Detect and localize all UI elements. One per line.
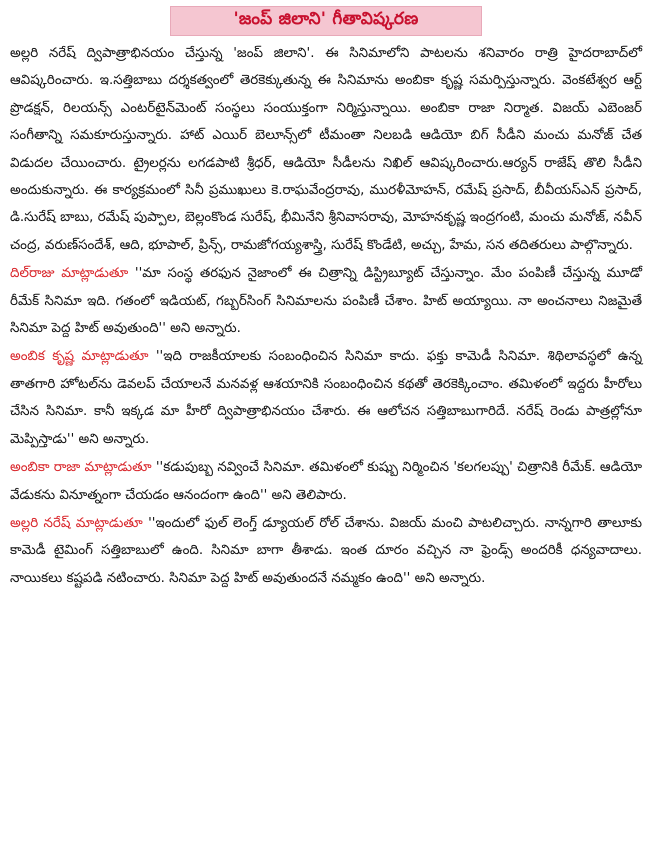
article-page: [0, 6, 650, 867]
paragraph-ambika-krishna: [10, 343, 642, 453]
paragraph-allari-naresh: [10, 510, 642, 592]
speaker-label: దిల్‌రాజు మాట్లాడుతూ: [10, 266, 129, 282]
speaker-label: అంబికా రాజా మాట్లాడుతూ: [10, 460, 152, 476]
speaker-label: అల్లరి నరేష్ మాట్లాడుతూ: [10, 515, 143, 531]
paragraph-text: ''ఇందులో ఫుల్ లెంగ్త్ డ్యూయల్ రోల్ చేశాను. విజయ్ మంచి పాటలిచ్చారు. నాన్నగారి తాలూకు కామెడీ టైమింగ్ సత్తిబాబులో ఉంది. సినిమా బాగా తీశాడు. ఇంత దూరం వచ్చిన నా ఫ్రెండ్స్ అందరికీ ధన్యవాదాలు. నాయికలు కష్టపడి నటించారు. సినిమా పెద్ద హిట్ అవుతుందనే నమ్మకం ఉంది'' అని అన్నారు.: [10, 515, 642, 586]
paragraph-text: ''ఇది రాజకీయాలకు సంబంధించిన సినిమా కాదు. ఫక్తు కామెడీ సినిమా. శిథిలావస్థలో ఉన్న తాతగారి హోటల్‌ను డెవలప్ చేయాలనే మనవళ్ల ఆశయానికి సంబంధించిన కథతో తెరకెక్కించాం. తమిళంలో ఇద్దరు హీరోలు చేసిన సినిమా. కానీ ఇక్కడ మా హీరో ద్విపాత్రాభినయం చేశారు. ఈ ఆలోచన సత్తిబాబుగారిదే. నరేష్ రెండు పాత్రల్లోనూ మెప్పిస్తాడు'' అని అన్నారు.: [10, 349, 642, 447]
paragraph-intro: [10, 40, 642, 259]
speaker-label: అంబిక కృష్ణ మాట్లాడుతూ: [10, 349, 149, 365]
article-title-text: 'జంప్ జిలాని' గీతావిష్కరణ: [233, 9, 419, 29]
paragraph-text: ''మా సంస్థ తరఫున నైజాంలో ఈ చిత్రాన్ని డిస్ట్రిబ్యూట్ చేస్తున్నాం. మేం పంపిణీ చేస్తున్న మూడో రీమేక్ సినిమా ఇది. గతంలో ఇడియట్, గబ్బర్‌సింగ్ సినిమాలను పంపిణీ చేశాం. హిట్ అయ్యాయి. నా అంచనాలు నిజమైతే సినిమా పెద్ద హిట్ అవుతుంది'' అని అన్నారు.: [10, 266, 642, 337]
paragraph-text: అల్లరి నరేష్ ద్విపాత్రాభినయం చేస్తున్న 'జంప్ జిలాని'. ఈ సినిమాలోని పాటలను శనివారం రాత్రి హైదరాబాద్‌లో ఆవిష్కరించారు. ఇ.సత్తిబాబు దర్శకత్వంలో తెరకెక్కుతున్న ఈ సినిమాను అంబికా కృష్ణ సమర్పిస్తున్నారు. వెంకటేశ్వర ఆర్ట్ ప్రొడక్షన్, రిలయన్స్ ఎంటర్‌టైన్‌మెంట్ సంస్థలు సంయుక్తంగా నిర్మిస్తున్నాయి. అంబికా రాజా నిర్మాత. విజయ్ ఎబెంజర్ సంగీతాన్ని సమకూరుస్తున్నారు. హాట్ ఎయిర్ బెలూన్స్‌లో టీమంతా నిలబడి ఆడియో బిగ్ సీడీని మంచు మనోజ్ చేత విడుదల చేయించారు. ట్రైలర్లను లగడపాటి శ్రీధర్, ఆడియో సీడీలను నిఖిల్ ఆవిష్కరించారు.ఆర్యన్ రాజేష్ తొలి సీడీని అందుకున్నారు. ఈ కార్యక్రమంలో సినీ ప్రముఖులు కె.రాఘవేంద్రరావు, మురళీమోహన్, రమేష్ ప్రసాద్, బీవీయస్ఎన్ ప్రసాద్, డి.సురేష్ బాబు, రమేష్ పుప్పాల, బెల్లంకొండ సురేష్, భీమినేని శ్రీనివాసరావు, మోహనకృష్ణ ఇంద్రగంటి, మంచు మనోజ్, నవీన్ చంద్ర, వరుణ్‌సందేశ్, ఆది, భూపాల్, ప్రిన్స్, రామజోగయ్యశాస్త్రి, సురేష్ కొండేటి, అచ్చు, హేమ, సన తదితరులు పాల్గొన్నారు.: [10, 46, 642, 253]
article-title: [170, 6, 482, 36]
paragraph-text: ''కడుపుబ్బ నవ్వించే సినిమా. తమిళంలో కుష్బు నిర్మించిన 'కలగలప్పు' చిత్రానికి రీమేక్. ఆడియో వేడుకను వినూత్నంగా చేయడం ఆనందంగా ఉంది'' అని తెలిపారు.: [10, 460, 642, 503]
article-body: [10, 40, 642, 592]
paragraph-dilraju: [10, 260, 642, 342]
paragraph-ambika-raja: [10, 454, 642, 509]
